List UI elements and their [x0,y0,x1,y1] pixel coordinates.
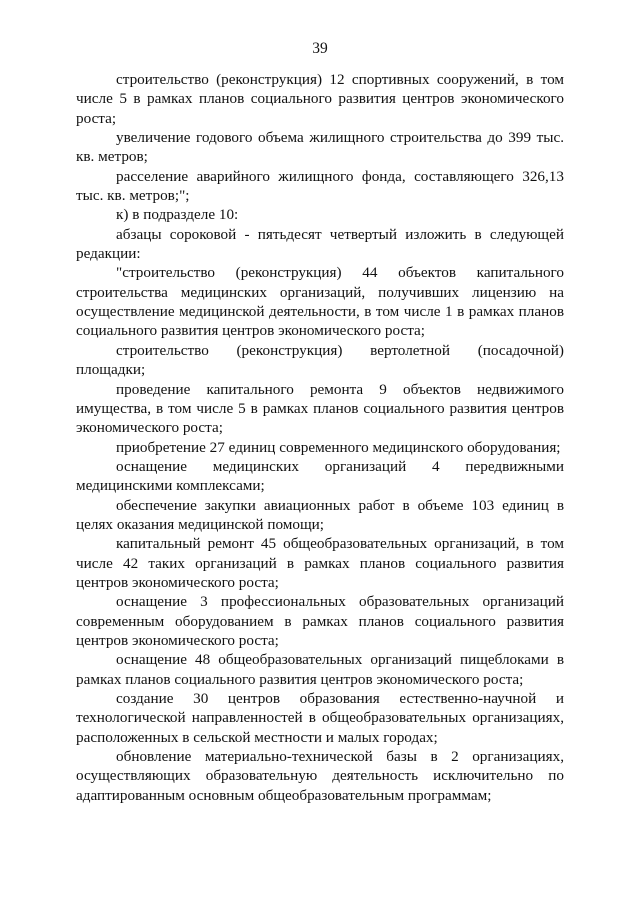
paragraph: абзацы сороковой - пятьдесят четвертый изложить в следующей редакции: [76,225,564,263]
paragraph: расселение аварийного жилищного фонда, составляющего 326,13 тыс. кв. метров;"; [76,167,564,205]
page-number: 39 [312,40,328,57]
paragraph: приобретение 27 единиц современного медицинского оборудования; [116,438,561,456]
paragraph: создание 30 центров образования естественно-научной и технологической направленностей в общеобразовательных организациях, расположенных в сельской местности и малых городах; [76,690,564,746]
paragraph: оснащение 48 общеобразовательных организаций пищеблоками в рамках планов социального развития центров экономического роста; [76,651,564,688]
paragraph: обеспечение закупки авиационных работ в объеме 103 единиц в целях оказания медицинской помощи; [76,496,564,533]
paragraph: капитальный ремонт 45 общеобразовательных организаций, в том числе 42 таких организаций в рамках планов социального развития центров экономического роста; [76,535,564,591]
document-body [76,70,564,805]
paragraph: "строительство (реконструкция) 44 объектов капитального строительства медицинских организаций, получивших лицензию на осуществление медицинской деятельности, в том числе 1 в рамках планов социального развития центров экономического роста; [76,264,564,340]
paragraph: увеличение годового объема жилищного строительства до 399 тыс. кв. метров; [76,129,564,166]
paragraph: проведение капитального ремонта 9 объектов недвижимого имущества, в том числе 5 в рамках планов социального развития центров экономического роста; [76,380,564,437]
paragraph: строительство (реконструкция) вертолетной (посадочной) площадки; [76,341,564,379]
paragraph: строительство (реконструкция) 12 спортивных сооружений, в том числе 5 в рамках планов социального развития центров экономического роста; [76,71,564,127]
paragraph: оснащение 3 профессиональных образовательных организаций современным оборудованием в рамках планов социального развития центров экономического роста; [76,593,564,649]
paragraph: оснащение медицинских организаций 4 передвижными медицинскими комплексами; [76,457,564,495]
paragraph: к) в подразделе 10: [116,206,239,224]
paragraph: обновление материально-технической базы в 2 организациях, осуществляющих образовательную деятельность исключительно по адаптированным основным общеобразовательным программам; [76,748,564,804]
